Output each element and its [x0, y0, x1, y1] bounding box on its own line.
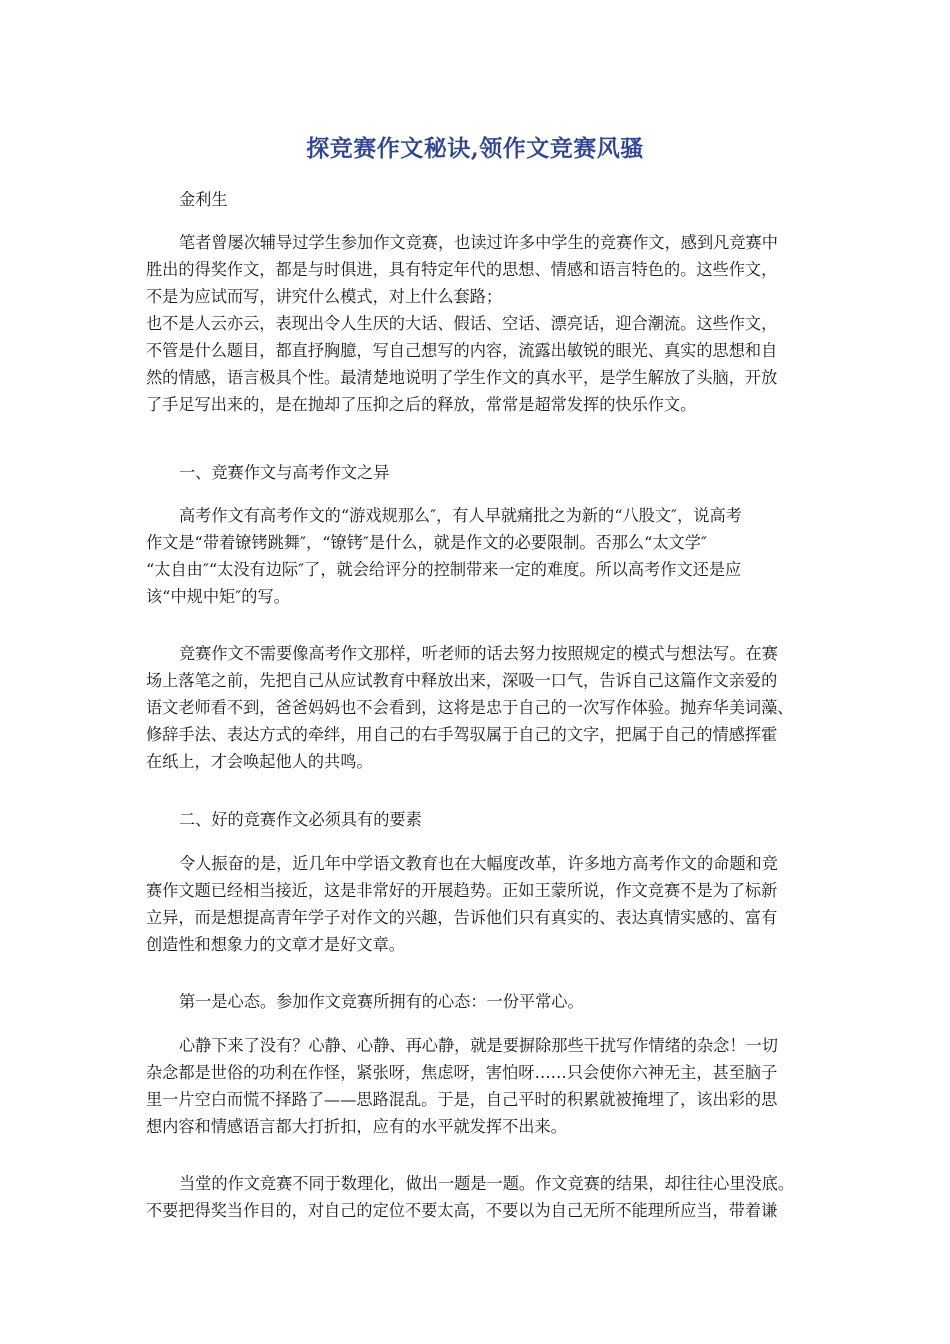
paragraph-gaokao-rules: 高考作文有高考作文的“游戏规那么″，有人早就痛批之为新的“八股文″，说高考 作文是“带着镣铐跳舞″，“镣铐″是什么，就是作文的必要限制。否那么“太文学″ “太自由″“太没有边际″了，就会给评分的控制带来一定的难度。所以高考作文还是应 该“中规中矩″的写。	[146, 506, 742, 606]
paragraph-intro: 笔者曾屡次辅导过学生参加作文竞赛，也读过许多中学生的竞赛作文，感到凡竞赛中 胜出的得奖作文，都是与时俱进，具有特定年代的思想、情感和语言特色的。这些作文， 不是为应试而写，讲究什么模式，对上什么套路； 也不是人云亦云，表现出令人生厌的大话、假话、空话、漂亮话，迎合潮流。这些作文， 不管是什么题目，都直抒胸臆，写自己想写的内容，流露出敏锐的眼光、真实的思想和自 然的情感，语言极具个性。最清楚地说明了学生作文的真水平，是学生解放了头脑，开放 了手足写出来的，是在抛却了压抑之后的释放，常常是超常发挥的快乐作文。	[146, 233, 778, 414]
paragraph-reform: 令人振奋的是，近几年中学语文教育也在大幅度改革，许多地方高考作文的命题和竞 赛作文题已经相当接近，这是非常好的开展趋势。正如王蒙所说，作文竞赛不是为了标新 立异，而是想提高青年学子对作文的兴趣，告诉他们只有真实的、表达真情实感的、富有 创造性和想象力的文章才是好文章。	[146, 854, 778, 954]
paragraph-calm-mind: 心静下来了没有？心静、心静、再心静，就是要摒除那些干扰写作情绪的杂念！一切 杂念都是世俗的功利在作怪，紧张呀，焦虑呀，害怕呀……只会使你六神无主，甚至脑子 里一片空白而慌不择路了——思路混乱。于是，自己平时的积累就被掩埋了，该出彩的思 想内容和情感语言都大打折扣，应有的水平就发挥不出来。	[146, 1036, 778, 1136]
author-line: 金利生	[179, 190, 228, 209]
paragraph-competition-result: 当堂的作文竞赛不同于数理化，做出一题是一题。作文竞赛的结果，却往往心里没底。 不要把得奖当作目的，对自己的定位不要太高，不要以为自己无所不能理所应当，带着谦	[146, 1174, 795, 1220]
paragraph-competition-freedom: 竞赛作文不需要像高考作文那样，听老师的话去努力按照规定的模式与想法写。在赛 场上落笔之前，先把自己从应试教育中释放出来，深吸一口气，告诉自己这篇作文亲爱的 语文老师看不到，爸爸妈妈也不会看到，这将是忠于自己的一次写作体验。抛弃华美词藻、 修辞手法、表达方式的牵绊，用自己的右手驾驭属于自己的文字，把属于自己的情感挥霍 在纸上，才会唤起他人的共鸣。	[146, 644, 794, 771]
document-title: 探竞赛作文秘诀,领作文竞赛风骚	[306, 135, 644, 162]
section-heading-2: 二、好的竞赛作文必须具有的要素	[179, 810, 422, 829]
section-heading-1: 一、竞赛作文与高考作文之异	[179, 463, 390, 482]
point-mindset: 第一是心态。参加作文竞赛所拥有的心态：一份平常心。	[179, 992, 584, 1011]
